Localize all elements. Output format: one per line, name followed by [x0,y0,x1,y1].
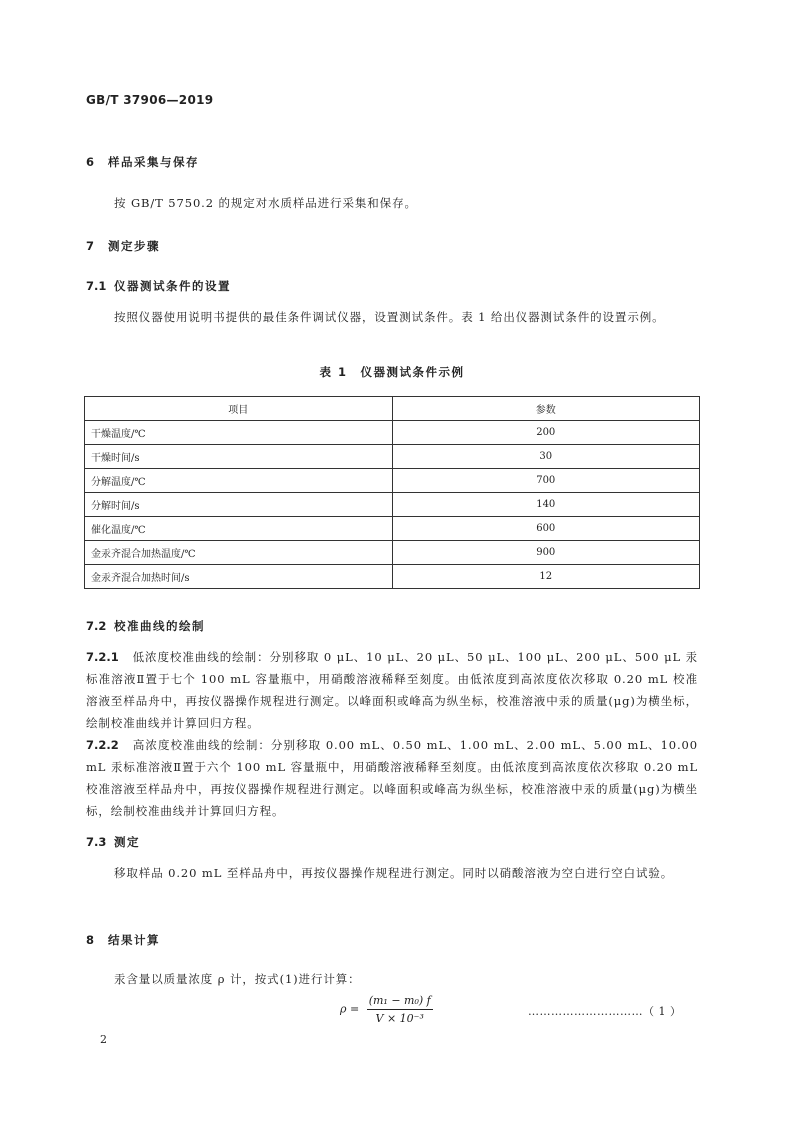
section-title: 校准曲线的绘制 [114,619,205,633]
section-number: 8 [86,933,95,947]
instrument-conditions-table [84,396,700,589]
table-cell-item: 干燥温度/℃ [85,421,393,445]
table-cell-value: 30 [392,445,700,469]
column-header: 参数 [392,397,700,421]
section-8-heading [86,932,160,948]
paragraph-text: 低浓度校准曲线的绘制：分别移取 0 μL、10 μL、20 μL、50 μL、100 μL、200 μL、500 μL 汞标准溶液Ⅱ置于七个 100 mL 容量瓶中，用硝酸溶液稀释至刻度。由低浓度到高浓度依次移取 0.20 mL 校准溶液至样品舟中，再按仪器操作规程进行测定。以峰面积或峰高为纵坐标，校准溶液中汞的质量(μg)为横坐标，绘制校准曲线并计算回归方程。 [86,650,699,730]
formula-fraction [367,994,433,1025]
table-cell-item: 干燥时间/s [85,445,393,469]
section-title: 测定 [114,835,140,849]
formula-numerator: (m₁ − m₀) f [367,994,433,1010]
section-7-2-heading [86,618,205,634]
table-row [85,565,700,589]
table-row [85,493,700,517]
table-row [85,541,700,565]
table-row [85,469,700,493]
section-6-heading [86,154,199,170]
section-7-1-paragraph [86,306,698,328]
table-cell-item: 催化温度/℃ [85,517,393,541]
section-number: 7.3 [86,835,107,849]
formula-denominator: V × 10⁻³ [375,1012,424,1025]
formula-lhs: ρ = [340,1002,360,1016]
section-7-3-paragraph [86,862,698,884]
table-cell-item: 金汞齐混合加热时间/s [85,565,393,589]
section-number: 7.2 [86,619,107,633]
clause-number: 7.2.1 [86,650,119,664]
section-7-3-heading [86,834,140,850]
section-number: 7.1 [86,279,107,293]
paragraph-text: 移取样品 0.20 mL 至样品舟中，再按仪器操作规程进行测定。同时以硝酸溶液为空白进行空白试验。 [114,866,674,880]
section-title: 结果计算 [108,933,160,947]
table-cell-item: 金汞齐混合加热温度/℃ [85,541,393,565]
paragraph-text: 汞含量以质量浓度 ρ 计，按式(1)进行计算： [114,972,361,986]
section-number: 7 [86,239,95,253]
section-7-2-1-paragraph [86,646,698,734]
table-row [85,445,700,469]
section-title: 测定步骤 [108,239,160,253]
section-title: 样品采集与保存 [108,155,199,169]
paragraph-text: 按照仪器使用说明书提供的最佳条件调试仪器，设置测试条件。表 1 给出仪器测试条件的设置示例。 [114,310,665,324]
paragraph-text: 高浓度校准曲线的绘制：分别移取 0.00 mL、0.50 mL、1.00 mL、2.00 mL、5.00 mL、10.00 mL 汞标准溶液Ⅱ置于六个 100 mL 容量瓶中，用硝酸溶液稀释至刻度。由低浓度到高浓度依次移取 0.20 mL 校准溶液至样品舟中，再按仪器操作规程进行测定。以峰面积或峰高为纵坐标，校准溶液中汞的质量(μg)为横坐标，绘制校准曲线并计算回归方程。 [86,738,698,818]
table-caption: 表 1 仪器测试条件示例 [319,365,465,379]
table-cell-value: 12 [392,565,700,589]
equation-number: …………………………（ 1 ） [528,1005,682,1018]
standard-id: GB/T 37906—2019 [86,93,214,107]
table-cell-value: 200 [392,421,700,445]
table-cell-item: 分解温度/℃ [85,469,393,493]
table-cell-value: 600 [392,517,700,541]
table-row [85,517,700,541]
table-cell-value: 700 [392,469,700,493]
table-cell-item: 分解时间/s [85,493,393,517]
section-7-heading [86,238,160,254]
column-header: 项目 [85,397,393,421]
section-number: 6 [86,155,95,169]
table-row [85,421,700,445]
page-number: 2 [100,1033,107,1046]
clause-number: 7.2.2 [86,738,119,752]
section-7-1-heading [86,278,231,294]
table-cell-value: 140 [392,493,700,517]
table-cell-value: 900 [392,541,700,565]
paragraph-text: 按 GB/T 5750.2 的规定对水质样品进行采集和保存。 [114,196,417,210]
table-header-row [85,397,700,421]
section-title: 仪器测试条件的设置 [114,279,231,293]
formula [340,994,433,1025]
section-7-2-2-paragraph [86,734,698,822]
section-8-paragraph [86,968,698,990]
section-6-paragraph [86,192,698,214]
